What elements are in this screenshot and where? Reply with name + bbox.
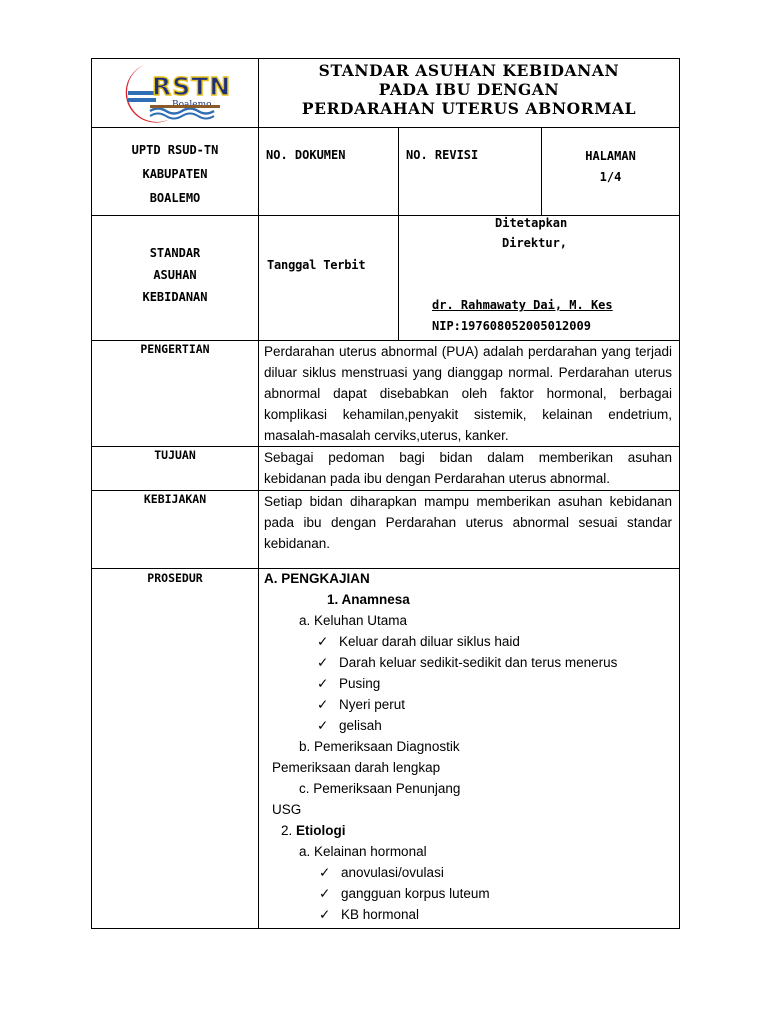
kebijakan-text: Setiap bidan diharapkan mampu memberikan asuhan kebidanan pada ibu dengan Perdarahan uterus abnormal sesuai standar kebidanan. — [259, 491, 680, 569]
hormonal-item-text: anovulasi/ovulasi — [341, 865, 444, 880]
keluhan-item-text: Darah keluar sedikit-sedikit dan terus menerus — [339, 655, 618, 670]
signature-block — [399, 216, 680, 341]
halaman-label: HALAMAN — [585, 149, 636, 163]
hospital-logo — [114, 61, 232, 125]
tujuan-text: Sebagai pedoman bagi bidan dalam memberikan asuhan kebidanan pada ibu dengan Perdarahan uterus abnormal. — [259, 447, 680, 491]
keluhan-item-text: Pusing — [339, 676, 381, 691]
etiologi-label: Etiologi — [296, 823, 346, 838]
document-body-table — [91, 340, 680, 929]
logo-cell — [92, 59, 259, 128]
keluhan-item — [317, 652, 617, 673]
standar-line-2: ASUHAN — [153, 268, 197, 282]
check-icon: ✓ — [317, 676, 329, 691]
etiologi-number: 2. — [281, 823, 293, 838]
organization-name — [92, 128, 259, 216]
keluhan-item — [317, 715, 382, 736]
logo-text: RSTN — [152, 72, 232, 101]
pengertian-text: Perdarahan uterus abnormal (PUA) adalah perdarahan yang terjadi diluar siklus menstruasi yang dianggap normal. Perdarahan uterus abnormal dapat disebabkan oleh faktor hormonal, berbagai komplikasi kehamilan,penyakit sistemik, kelainan endetrium, masalah-masalah cerviks,uterus, kanker. — [259, 341, 680, 447]
check-icon: ✓ — [319, 865, 331, 880]
pengertian-label: PENGERTIAN — [92, 341, 259, 447]
check-icon: ✓ — [317, 697, 329, 712]
standar-line-1: STANDAR — [149, 246, 201, 260]
check-icon: ✓ — [317, 655, 329, 670]
anamnesa-heading: 1. Anamnesa — [327, 592, 410, 607]
title-line-1: STANDAR ASUHAN KEBIDANAN — [318, 61, 620, 80]
signer-name: dr. Rahmawaty Dai, M. Kes — [432, 298, 613, 312]
keluhan-item-text: Nyeri perut — [339, 697, 406, 712]
pemeriksaan-penunjang-heading: c. Pemeriksaan Penunjang — [299, 781, 461, 796]
org-line-3: BOALEMO — [149, 191, 201, 205]
check-icon: ✓ — [317, 718, 329, 733]
document-header-table — [91, 58, 680, 341]
org-line-2: KABUPATEN — [142, 167, 208, 181]
keluhan-item-text: gelisah — [339, 718, 382, 733]
keluhan-item-text: Keluar darah diluar siklus haid — [339, 634, 520, 649]
pemeriksaan-diagnostik-heading: b. Pemeriksaan Diagnostik — [299, 739, 460, 754]
check-icon: ✓ — [319, 907, 331, 922]
org-line-1: UPTD RSUD-TN — [131, 143, 219, 157]
hormonal-item — [319, 904, 419, 925]
title-line-3: PERDARAHAN UTERUS ABNORMAL — [301, 99, 637, 118]
hormonal-item — [319, 862, 444, 883]
hormonal-item — [319, 883, 490, 904]
hormonal-item-text: gangguan korpus luteum — [341, 886, 490, 901]
title-line-2: PADA IBU DENGAN — [378, 80, 560, 99]
standar-line-3: KEBIDANAN — [142, 290, 208, 304]
hormonal-item-text: KB hormonal — [341, 907, 420, 922]
no-dokumen-label: NO. DOKUMEN — [259, 128, 399, 216]
tanggal-terbit-label: Tanggal Terbit — [259, 216, 399, 341]
check-icon: ✓ — [319, 886, 331, 901]
document-title — [259, 59, 680, 128]
standar-asuhan-label — [92, 216, 259, 341]
keluhan-item — [317, 673, 380, 694]
signer-nip: NIP:197608052005012009 — [432, 319, 591, 333]
kebijakan-label: KEBIJAKAN — [92, 491, 259, 569]
ditetapkan-text: Ditetapkan — [495, 216, 568, 230]
prosedur-content — [259, 569, 680, 929]
kelainan-hormonal-heading: a. Kelainan hormonal — [299, 844, 427, 859]
sop-document — [91, 58, 679, 929]
direktur-text: Direktur, — [502, 236, 568, 250]
keluhan-item — [317, 631, 520, 652]
pengkajian-heading: A. PENGKAJIAN — [264, 571, 370, 586]
halaman-cell — [542, 128, 680, 216]
halaman-value: 1/4 — [599, 170, 622, 184]
check-icon: ✓ — [317, 634, 329, 649]
prosedur-label: PROSEDUR — [92, 569, 259, 929]
keluhan-item — [317, 694, 405, 715]
pemeriksaan-darah-text: Pemeriksaan darah lengkap — [272, 760, 441, 775]
tujuan-label: TUJUAN — [92, 447, 259, 491]
no-revisi-label: NO. REVISI — [399, 128, 542, 216]
keluhan-utama-heading: a. Keluhan Utama — [299, 613, 408, 628]
etiologi-heading — [281, 820, 346, 841]
usg-text: USG — [272, 802, 302, 817]
